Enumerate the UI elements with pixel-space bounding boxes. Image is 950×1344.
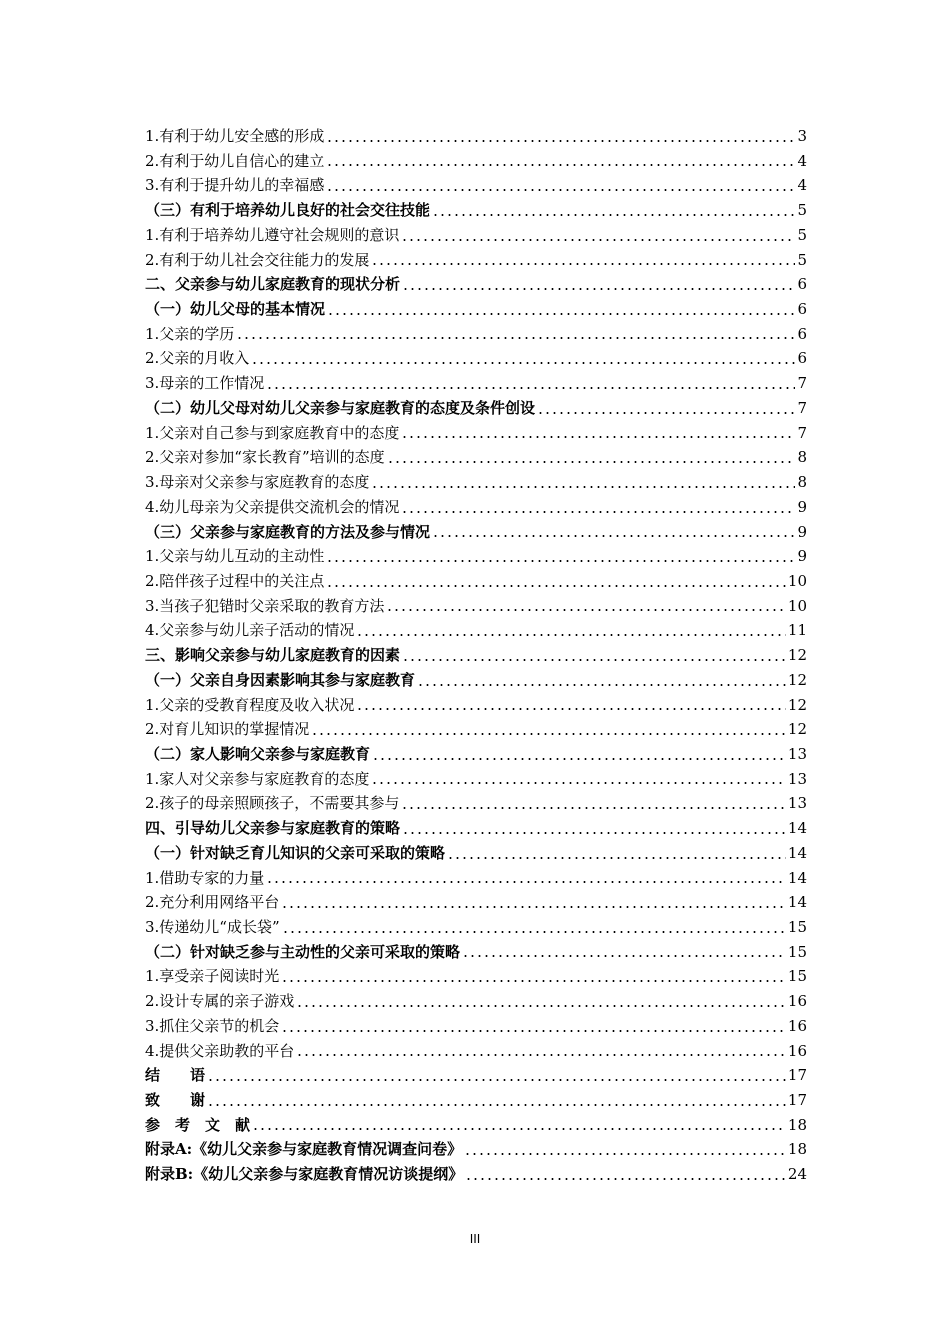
toc-entry-title: 3.抓住父亲节的机会: [145, 1016, 280, 1035]
toc-leader-dots: [386, 608, 786, 612]
page-number: III: [469, 1232, 481, 1246]
toc-entry-page: 10: [787, 596, 807, 615]
toc-entry-page: 24: [787, 1165, 807, 1184]
toc-entry-title: 二、父亲参与幼儿家庭教育的现状分析: [145, 275, 401, 294]
toc-leader-dots: [236, 336, 795, 340]
toc-entry-title: 2.设计专属的亲子游戏: [145, 992, 295, 1011]
toc-entry-title: 致 谢: [145, 1091, 206, 1110]
toc-entry-page: 9: [797, 547, 807, 566]
toc-entry-title: 2.孩子的母亲照顾孩子，不需要其参与: [145, 794, 400, 813]
toc-entry[interactable]: [145, 989, 807, 1014]
toc-entry[interactable]: [145, 890, 807, 915]
toc-entry-page: 6: [797, 349, 807, 368]
toc-entry-page: 6: [797, 324, 807, 343]
toc-leader-dots: [465, 1177, 786, 1181]
toc-leader-dots: [387, 460, 796, 464]
toc-entry-title: 1.父亲与幼儿互动的主动性: [145, 547, 325, 566]
toc-entry-title: 2.有利于幼儿社会交往能力的发展: [145, 250, 370, 269]
toc-leader-dots: [464, 1152, 786, 1156]
toc-leader-dots: [402, 658, 786, 662]
toc-entry-page: 17: [787, 1091, 807, 1110]
toc-entry[interactable]: [145, 1063, 807, 1088]
toc-entry[interactable]: [145, 544, 807, 569]
toc-entry-page: 7: [797, 374, 807, 393]
toc-leader-dots: [401, 238, 795, 242]
toc-entry-title: （二）幼儿父母对幼儿父亲参与家庭教育的态度及条件创设: [145, 398, 536, 417]
toc-entry-title: 2.父亲对参加“家长教育”培训的态度: [145, 448, 385, 467]
toc-entry-title: 4.父亲参与幼儿亲子活动的情况: [145, 621, 355, 640]
toc-entry[interactable]: [145, 297, 807, 322]
toc-leader-dots: [462, 954, 786, 958]
toc-entry-title: 结 语: [145, 1066, 206, 1085]
toc-entry-title: 2.有利于幼儿自信心的建立: [145, 151, 325, 170]
toc-entry-page: 13: [787, 744, 807, 763]
toc-entry-page: 12: [787, 720, 807, 739]
toc-entry-page: 5: [797, 225, 807, 244]
toc-entry-title: 2.陪伴孩子过程中的关注点: [145, 571, 325, 590]
toc-entry-page: 8: [797, 448, 807, 467]
toc-entry-page: 7: [797, 423, 807, 442]
toc-entry-title: 4.幼儿母亲为父亲提供交流机会的情况: [145, 497, 400, 516]
toc-entry-page: 5: [797, 201, 807, 220]
toc-entry[interactable]: [145, 445, 807, 470]
toc-leader-dots: [372, 757, 786, 761]
toc-entry-title: 4.提供父亲助教的平台: [145, 1041, 295, 1060]
toc-leader-dots: [296, 1053, 786, 1057]
toc-entry[interactable]: [145, 1162, 807, 1187]
toc-leader-dots: [296, 1004, 786, 1008]
toc-entry-title: 3.当孩子犯错时父亲采取的教育方法: [145, 596, 385, 615]
toc-entry[interactable]: [145, 964, 807, 989]
toc-entry-page: 5: [797, 250, 807, 269]
toc-entry-title: 四、引导幼儿父亲参与家庭教育的策略: [145, 819, 401, 838]
toc-leader-dots: [401, 510, 795, 514]
toc-entry[interactable]: [145, 322, 807, 347]
toc-entry[interactable]: [145, 198, 807, 223]
toc-entry[interactable]: [145, 643, 807, 668]
toc-leader-dots: [207, 1078, 786, 1082]
toc-entry-page: 13: [787, 794, 807, 813]
toc-entry-page: 3: [797, 127, 807, 145]
toc-entry-page: 7: [797, 398, 807, 417]
toc-entry-title: 3.母亲的工作情况: [145, 374, 265, 393]
toc-leader-dots: [401, 435, 795, 439]
toc-leader-dots: [266, 386, 795, 390]
toc-leader-dots: [432, 534, 795, 538]
toc-entry[interactable]: [145, 594, 807, 619]
toc-entry[interactable]: [145, 915, 807, 940]
toc-entry-page: 16: [787, 1016, 807, 1035]
toc-entry[interactable]: [145, 767, 807, 792]
toc-entry-title: 3.母亲对父亲参与家庭教育的态度: [145, 473, 370, 492]
toc-entry-title: （一）针对缺乏育儿知识的父亲可采取的策略: [145, 843, 446, 862]
toc-entry[interactable]: [145, 1014, 807, 1039]
toc-entry[interactable]: [145, 1113, 807, 1138]
toc-leader-dots: [432, 213, 795, 217]
toc-entry[interactable]: [145, 149, 807, 174]
toc-entry-title: 1.有利于培养幼儿遵守社会规则的意识: [145, 225, 400, 244]
toc-entry[interactable]: [145, 396, 807, 421]
toc-entry[interactable]: [145, 866, 807, 891]
toc-entry-page: 18: [787, 1115, 807, 1134]
toc-entry-title: 2.充分利用网络平台: [145, 893, 280, 912]
toc-leader-dots: [326, 559, 795, 563]
toc-entry-page: 18: [787, 1140, 807, 1159]
toc-leader-dots: [326, 584, 786, 588]
toc-entry-page: 12: [787, 646, 807, 665]
toc-entry-page: 6: [797, 275, 807, 294]
toc-entry-title: （一）父亲自身因素影响其参与家庭教育: [145, 670, 416, 689]
toc-entry-page: 11: [787, 621, 807, 640]
toc-entry-page: 10: [787, 571, 807, 590]
toc-entry[interactable]: [145, 371, 807, 396]
toc-entry-page: 4: [797, 151, 807, 170]
toc-entry-title: 1.有利于幼儿安全感的形成: [145, 127, 325, 145]
toc-entry[interactable]: [145, 124, 807, 149]
toc-entry-page: 12: [787, 695, 807, 714]
toc-entry-page: 15: [787, 942, 807, 961]
toc-entry[interactable]: [145, 520, 807, 545]
toc-leader-dots: [326, 163, 795, 167]
toc-leader-dots: [311, 732, 786, 736]
toc-leader-dots: [537, 411, 795, 415]
toc-leader-dots: [417, 683, 786, 687]
toc-entry[interactable]: [145, 742, 807, 767]
toc-leader-dots: [402, 831, 786, 835]
toc-entry-page: 13: [787, 769, 807, 788]
toc-entry-title: 1.父亲的学历: [145, 324, 235, 343]
toc-entry[interactable]: [145, 618, 807, 643]
table-of-contents: [145, 124, 807, 1187]
toc-entry[interactable]: [145, 841, 807, 866]
toc-entry[interactable]: [145, 346, 807, 371]
toc-entry-page: 14: [787, 843, 807, 862]
toc-entry[interactable]: [145, 1039, 807, 1064]
toc-leader-dots: [356, 707, 786, 711]
toc-entry[interactable]: [145, 421, 807, 446]
toc-entry[interactable]: [145, 791, 807, 816]
toc-leader-dots: [282, 930, 786, 934]
toc-leader-dots: [371, 781, 786, 785]
toc-entry[interactable]: [145, 495, 807, 520]
toc-entry-title: 1.父亲的受教育程度及收入状况: [145, 695, 355, 714]
toc-entry-page: 12: [787, 670, 807, 689]
toc-leader-dots: [326, 188, 795, 192]
toc-entry[interactable]: [145, 569, 807, 594]
toc-leader-dots: [371, 485, 795, 489]
toc-entry[interactable]: [145, 1137, 807, 1162]
toc-entry-page: 16: [787, 1041, 807, 1060]
toc-entry-page: 6: [797, 300, 807, 319]
toc-entry-page: 16: [787, 992, 807, 1011]
toc-entry-title: 3.有利于提升幼儿的幸福感: [145, 176, 325, 195]
toc-entry-page: 15: [787, 918, 807, 936]
toc-entry[interactable]: [145, 1088, 807, 1113]
toc-entry-title: 附录B:《幼儿父亲参与家庭教育情况访谈提纲》: [145, 1165, 464, 1184]
toc-entry-title: 2.对育儿知识的掌握情况: [145, 720, 310, 739]
toc-entry-page: 14: [787, 868, 807, 887]
toc-leader-dots: [252, 1127, 786, 1131]
toc-entry[interactable]: [145, 668, 807, 693]
toc-entry-title: 3.传递幼儿“成长袋”: [145, 918, 280, 936]
toc-entry-title: （二）家人影响父亲参与家庭教育: [145, 744, 371, 763]
toc-entry-title: 1.家人对父亲参与家庭教育的态度: [145, 769, 370, 788]
toc-leader-dots: [356, 633, 786, 637]
toc-entry-title: （一）幼儿父母的基本情况: [145, 300, 326, 319]
toc-leader-dots: [326, 139, 795, 143]
toc-leader-dots: [327, 312, 795, 316]
toc-entry-title: 1.享受亲子阅读时光: [145, 967, 280, 986]
toc-entry-title: 2.父亲的月收入: [145, 349, 250, 368]
toc-entry[interactable]: [145, 693, 807, 718]
toc-entry[interactable]: [145, 816, 807, 841]
toc-leader-dots: [447, 856, 786, 860]
toc-entry-page: 15: [787, 967, 807, 986]
toc-entry[interactable]: [145, 717, 807, 742]
toc-entry[interactable]: [145, 470, 807, 495]
toc-entry-page: 14: [787, 819, 807, 838]
toc-entry-page: 9: [797, 497, 807, 516]
toc-entry[interactable]: [145, 940, 807, 965]
toc-entry-title: 参 考 文 献: [145, 1115, 251, 1134]
toc-leader-dots: [402, 287, 795, 291]
toc-entry[interactable]: [145, 248, 807, 273]
toc-leader-dots: [207, 1103, 786, 1107]
toc-leader-dots: [371, 262, 795, 266]
toc-leader-dots: [281, 1029, 786, 1033]
toc-entry-title: 1.父亲对自己参与到家庭教育中的态度: [145, 423, 400, 442]
toc-entry-title: （三）有利于培养幼儿良好的社会交往技能: [145, 201, 431, 220]
toc-leader-dots: [251, 361, 795, 365]
toc-entry-title: 附录A:《幼儿父亲参与家庭教育情况调查问卷》: [145, 1140, 463, 1159]
toc-leader-dots: [281, 905, 786, 909]
toc-entry[interactable]: [145, 272, 807, 297]
toc-entry-page: 14: [787, 893, 807, 912]
toc-entry-title: 1.借助专家的力量: [145, 868, 265, 887]
toc-entry-page: 9: [797, 522, 807, 541]
toc-entry[interactable]: [145, 173, 807, 198]
toc-entry-title: 三、影响父亲参与幼儿家庭教育的因素: [145, 646, 401, 665]
toc-entry-page: 4: [797, 176, 807, 195]
toc-entry-title: （二）针对缺乏参与主动性的父亲可采取的策略: [145, 942, 461, 961]
toc-leader-dots: [266, 880, 786, 884]
toc-entry[interactable]: [145, 223, 807, 248]
toc-entry-page: 17: [787, 1066, 807, 1085]
toc-entry-page: 8: [797, 473, 807, 492]
toc-leader-dots: [401, 806, 786, 810]
toc-entry-title: （三）父亲参与家庭教育的方法及参与情况: [145, 522, 431, 541]
toc-leader-dots: [281, 979, 786, 983]
